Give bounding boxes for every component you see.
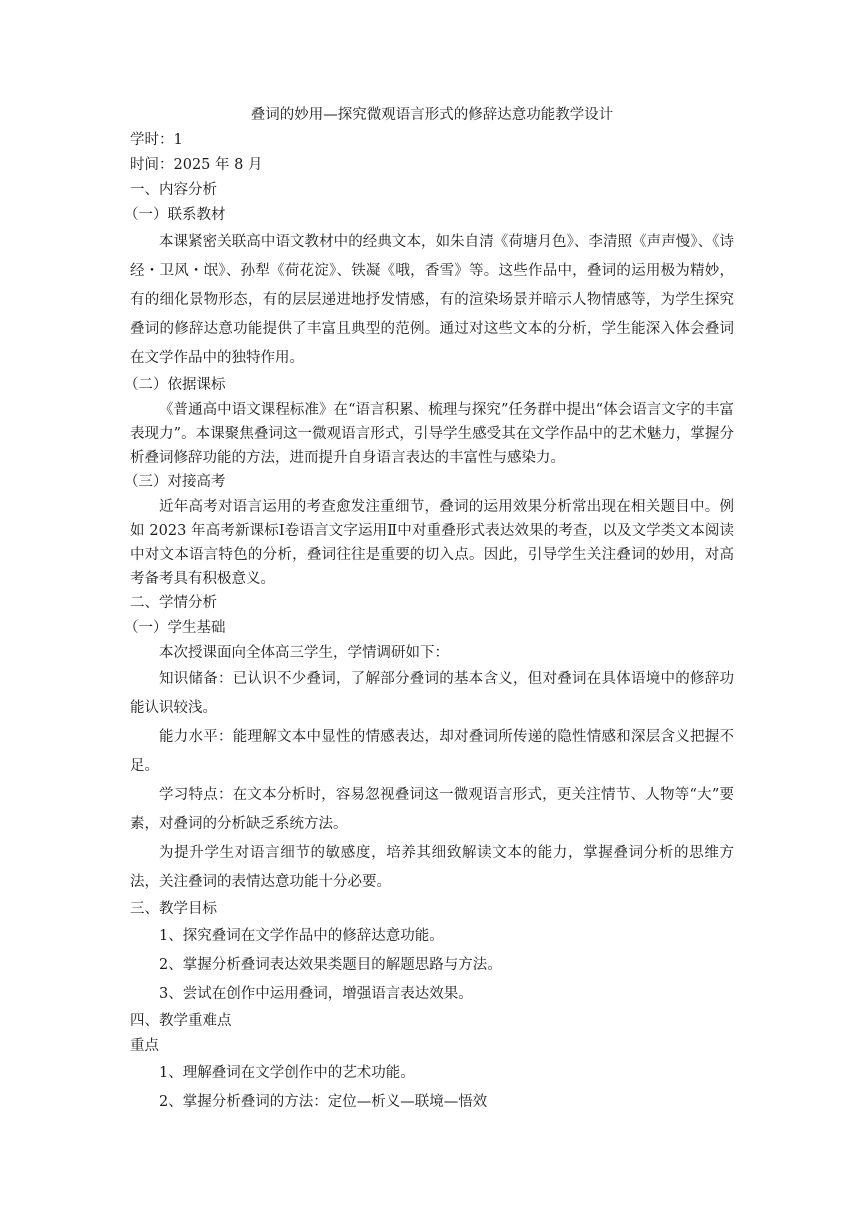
section-heading-student-analysis: 二、学情分析 (130, 595, 217, 611)
key-point-item: 1、理解叠词在文学创作中的艺术功能。 (159, 1065, 415, 1081)
paragraph-necessity: 为提升学生对语言细节的敏感度，培养其细致解读文本的能力，掌握叠词分析的思维方法，关注叠词的表情达意功能十分必要。 (130, 845, 734, 890)
subheading-student-basis: （一）学生基础 (124, 620, 226, 636)
key-point-item: 2、掌握分析叠词的方法：定位—析义—联境—悟效 (159, 1094, 488, 1110)
paragraph-textbook: 本课紧密关联高中语文教材中的经典文本，如朱自清《荷塘月色》、李清照《声声慢》、《诗经・卫风・氓》、孙犁《荷花淀》、铁凝《哦，香雪》等。这些作品中，叠词的运用极为精妙，有的细化景物形态，有的层层递进地抒发情感，有的渲染场景并暗示人物情感等，为学生探究叠词的修辞达意功能提供了丰富且典型的范例。通过对这些文本的分析，学生能深入体会叠词在文学作品中的独特作用。 (130, 234, 734, 366)
subheading-textbook: （一）联系教材 (124, 207, 226, 223)
key-points-label: 重点 (130, 1038, 159, 1054)
objective-item: 1、探究叠词在文学作品中的修辞达意功能。 (159, 928, 444, 944)
paragraph-student-intro: 本次授课面向全体高三学生，学情调研如下： (159, 645, 449, 661)
paragraph-learning-traits: 学习特点：在文本分析时，容易忽视叠词这一微观语言形式，更关注情节、人物等“大”要素，对叠词的分析缺乏系统方法。 (130, 787, 734, 832)
paragraph-ability: 能力水平：能理解文本中显性的情感表达，却对叠词所传递的隐性情感和深层含义把握不足。 (130, 729, 734, 774)
paragraph-curriculum: 《普通高中语文课程标准》在“语言积累、梳理与探究”任务群中提出“体会语言文字的丰富表现力”。本课聚焦叠词这一微观语言形式，引导学生感受其在文学作品中的艺术魅力，掌握分析叠词修辞功能的方法，进而提升自身语言表达的丰富性与感染力。 (130, 402, 734, 466)
objective-item: 3、尝试在创作中运用叠词，增强语言表达效果。 (159, 986, 473, 1002)
paragraph-knowledge: 知识储备：已认识不少叠词，了解部分叠词的基本含义，但对叠词在具体语境中的修辞功能认识较浅。 (130, 671, 734, 716)
section-heading-key-points: 四、教学重难点 (130, 1013, 232, 1029)
section-heading-content-analysis: 一、内容分析 (130, 182, 217, 198)
meta-hours: 学时：1 (130, 132, 183, 148)
subheading-curriculum: （二）依据课标 (124, 377, 226, 393)
paragraph-exam: 近年高考对语言运用的考查愈发注重细节，叠词的运用效果分析常出现在相关题目中。例如 2023 年高考新课标Ⅰ卷语言文字运用Ⅱ中对重叠形式表达效果的考查，以及文学类文本阅读中对文本语言特色的分析，叠词往往是重要的切入点。因此，引导学生关注叠词的妙用，对高考备考具有积极意义。 (130, 499, 734, 587)
objective-item: 2、掌握分析叠词表达效果类题目的解题思路与方法。 (159, 957, 502, 973)
section-heading-objectives: 三、教学目标 (130, 901, 217, 917)
subheading-exam: （三）对接高考 (124, 474, 226, 490)
document-body (124, 103, 734, 1117)
document-title: 叠词的妙用—探究微观语言形式的修辞达意功能教学设计 (250, 107, 614, 123)
meta-time: 时间：2025 年 8 月 (130, 157, 263, 173)
